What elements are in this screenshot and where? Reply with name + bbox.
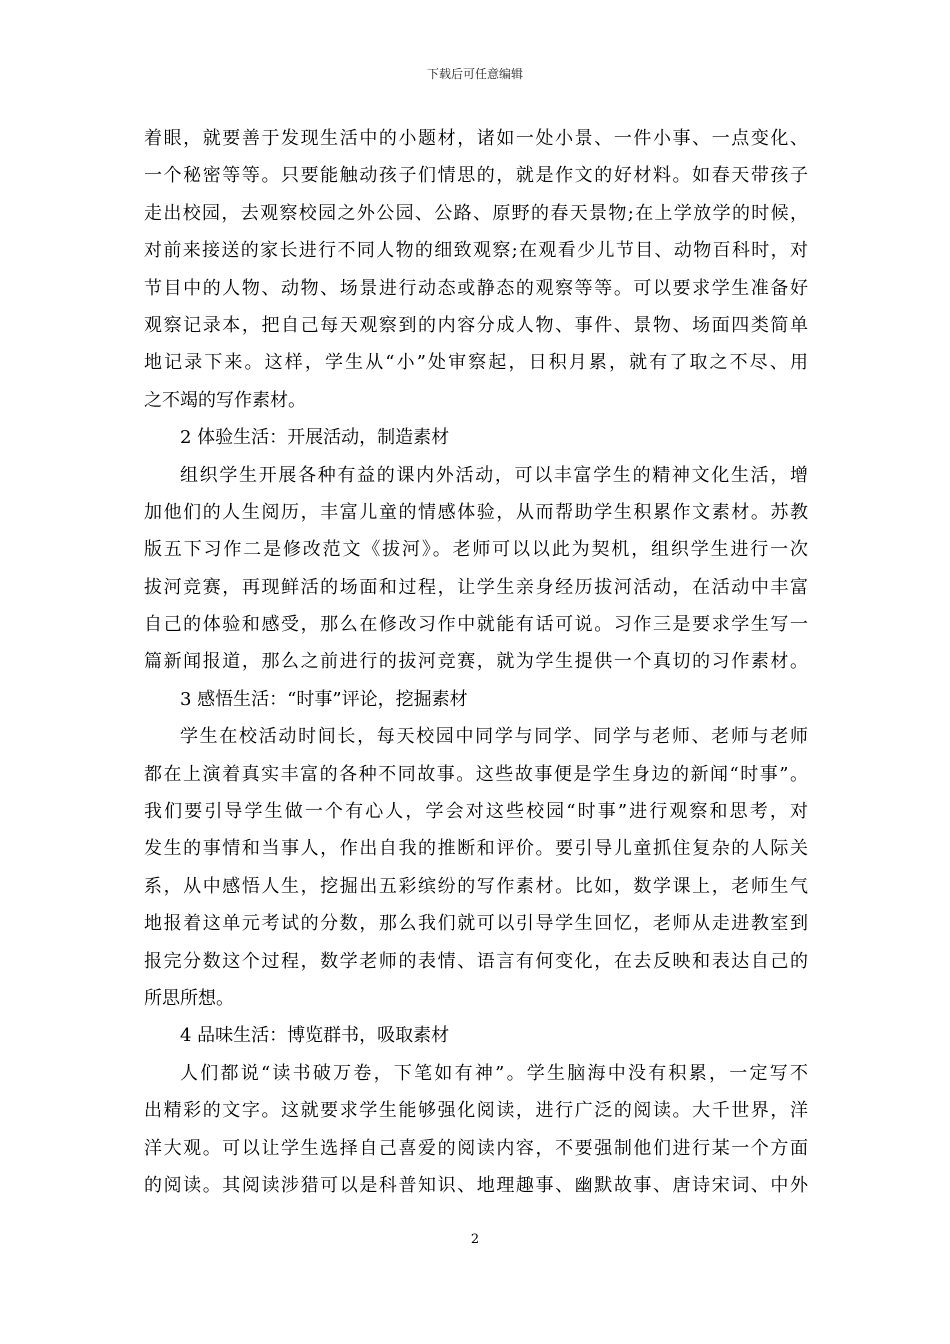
text-line: 地记录下来。这样，学生从“小”处审察起，日积月累，就有了取之不尽、用 xyxy=(144,352,808,374)
document-body xyxy=(144,120,808,1204)
text-line: 报完分数这个过程，数学老师的表情、语言有何变化，在去反映和表达自己的 xyxy=(144,950,808,972)
text-line: 洋大观。可以让学生选择自己喜爱的阅读内容，不要强制他们进行某一个方面 xyxy=(144,1137,808,1159)
page-header: 下载后可任意编辑 xyxy=(426,67,523,81)
text-line: 地报着这单元考试的分数，那么我们就可以引导学生回忆，老师从走进教室到 xyxy=(144,913,808,935)
text-line: 对前来接送的家长进行不同人物的细致观察;在观看少儿节目、动物百科时，对 xyxy=(144,240,808,262)
text-line: 发生的事情和当事人，作出自我的推断和评价。要引导儿童抓住复杂的人际关 xyxy=(144,838,808,860)
text-line: 版五下习作二是修改范文《拔河》。老师可以以此为契机，组织学生进行一次 xyxy=(144,539,808,561)
text-line: 出精彩的文字。这就要求学生能够强化阅读，进行广泛的阅读。大千世界，洋 xyxy=(144,1100,808,1122)
section-heading: 4 品味生活：博览群书，吸取素材 xyxy=(180,1025,450,1047)
text-line: 系，从中感悟人生，挖掘出五彩缤纷的写作素材。比如，数学课上，老师生气 xyxy=(144,875,808,897)
text-line: 观察记录本，把自己每天观察到的内容分成人物、事件、景物、场面四类简单 xyxy=(144,314,808,336)
text-line: 着眼，就要善于发现生活中的小题材，诸如一处小景、一件小事、一点变化、 xyxy=(144,128,808,149)
paragraph-last-line: 所思所想。 xyxy=(144,987,234,1009)
text-line: 的阅读。其阅读涉猎可以是科普知识、地理趣事、幽默故事、唐诗宋词、中外 xyxy=(144,1174,808,1196)
text-line: 一个秘密等等。只要能触动孩子们情思的，就是作文的好材料。如春天带孩子 xyxy=(144,165,808,187)
section-heading: 3 感悟生活：“时事”评论，挖掘素材 xyxy=(180,688,468,710)
paragraph-first-line: 学生在校活动时间长，每天校园中同学与同学、同学与老师、老师与老师 xyxy=(180,726,808,748)
paragraph-first-line: 组织学生开展各种有益的课内外活动，可以丰富学生的精神文化生活，增 xyxy=(180,464,808,486)
section-heading: 2 体验生活：开展活动，制造素材 xyxy=(180,427,450,449)
text-line: 拔河竞赛，再现鲜活的场面和过程，让学生亲身经历拔河活动，在活动中丰富 xyxy=(144,576,808,598)
text-line: 自己的体验和感受，那么在修改习作中就能有话可说。习作三是要求学生写一 xyxy=(144,614,808,636)
text-line: 都在上演着真实丰富的各种不同故事。这些故事便是学生身边的新闻“时事”。 xyxy=(144,763,808,785)
paragraph-first-line: 人们都说“读书破万卷，下笔如有神”。学生脑海中没有积累，一定写不 xyxy=(180,1062,808,1084)
text-line: 加他们的人生阅历，丰富儿童的情感体验，从而帮助学生积累作文素材。苏教 xyxy=(144,501,808,523)
text-line: 篇新闻报道，那么之前进行的拔河竞赛，就为学生提供一个真切的习作素材。 xyxy=(144,651,808,673)
text-line: 我们要引导学生做一个有心人，学会对这些校园“时事”进行观察和思考，对 xyxy=(144,801,808,823)
text-line: 节目中的人物、动物、场景进行动态或静态的观察等等。可以要求学生准备好 xyxy=(144,277,808,299)
text-line: 走出校园，去观察校园之外公园、公路、原野的春天景物;在上学放学的时候， xyxy=(144,202,808,224)
paragraph-last-line: 之不竭的写作素材。 xyxy=(144,389,306,411)
page-number: 2 xyxy=(470,1232,480,1247)
